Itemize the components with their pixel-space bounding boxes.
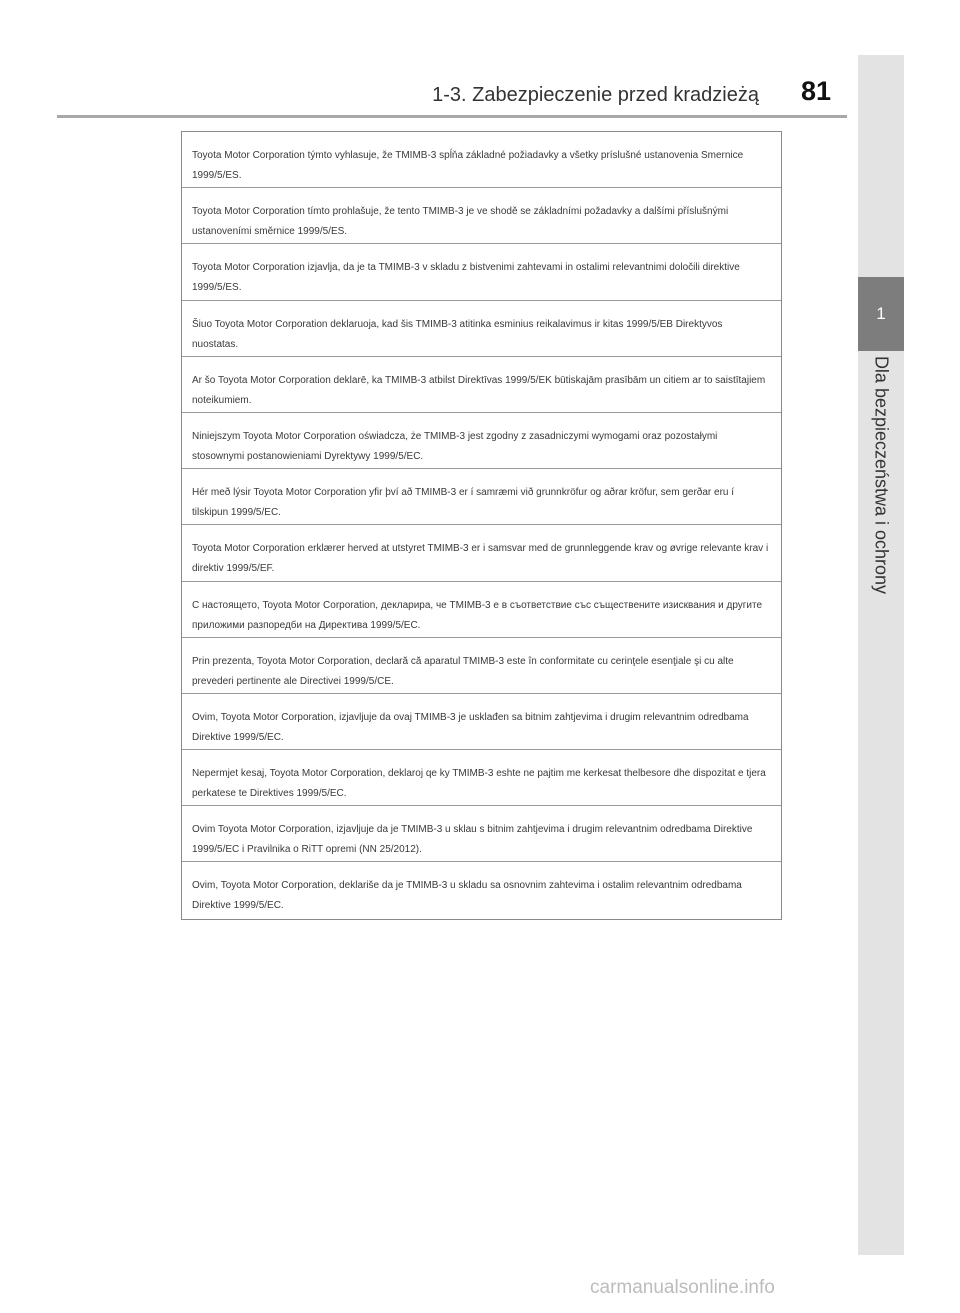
chapter-side-strip [858,55,904,1255]
declarations-table [181,131,782,920]
declaration-row-pl: Niniejszym Toyota Motor Corporation oświadcza, że TMIMB-3 jest zgodny z zasadniczymi wymogami oraz pozostałymi stosownymi postanowieniami Dyrektywy 1999/5/EC. [182,413,781,469]
chapter-tab [858,277,904,351]
chapter-title: Dla bezpieczeństwa i ochrony [871,355,892,595]
declaration-row-cs: Toyota Motor Corporation tímto prohlašuje, že tento TMIMB-3 je ve shodě se základními požadavky a dalšími příslušnými ustanoveními směrnice 1999/5/ES. [182,188,781,244]
declaration-row-is: Hér með lýsir Toyota Motor Corporation yfir því að TMIMB-3 er í samræmi við grunnkröfur og aðrar kröfur, sem gerðar eru í tilskipun 1999/5/EC. [182,469,781,525]
declaration-row-lt: Šiuo Toyota Motor Corporation deklaruoja, kad šis TMIMB-3 atitinka esminius reikalavimus ir kitas 1999/5/EB Direktyvos nuostatas. [182,301,781,357]
declaration-row-no: Toyota Motor Corporation erklærer herved at utstyret TMIMB-3 er i samsvar med de grunnleggende krav og øvrige relevante krav i direktiv 1999/5/EF. [182,525,781,581]
page-header [0,70,843,106]
header-divider [57,115,847,118]
section-title: 1-3. Zabezpieczenie przed kradzieżą [432,84,759,106]
declaration-row-sq: Nepermjet kesaj, Toyota Motor Corporation, deklaroj qe ky TMIMB-3 eshte ne pajtim me kerkesat thelbesore dhe dispozitat e tjera perkatese te Direktives 1999/5/EC. [182,750,781,806]
declaration-row-bs: Ovim, Toyota Motor Corporation, izjavljuje da ovaj TMIMB-3 je usklađen sa bitnim zahtjevima i drugim relevantnim odredbama Direktive 1999/5/EC. [182,694,781,750]
declaration-row-sk: Toyota Motor Corporation týmto vyhlasuje, že TMIMB-3 spĺňa základné požiadavky a všetky príslušné ustanovenia Smernice 1999/5/ES. [182,132,781,188]
chapter-number: 1 [876,304,886,323]
declaration-row-hr: Ovim Toyota Motor Corporation, izjavljuje da je TMIMB-3 u sklau s bitnim zahtjevima i drugim relevantnim odredbama Direktive 1999/5/EC i Pravilnika o RiTT opremi (NN 25/2012). [182,806,781,862]
declaration-row-lv: Ar šo Toyota Motor Corporation deklarē, ka TMIMB-3 atbilst Direktīvas 1999/5/EK būtiskajām prasībām un citiem ar to saistītajiem noteikumiem. [182,357,781,413]
page-number: 81 [800,76,831,106]
declaration-row-bg: С настоящето, Toyota Motor Corporation, декларира, че TMIMB-3 е в съответствие със съществените изисквания и другите приложими разпоредби на Директива 1999/5/EC. [182,582,781,638]
declaration-row-ro: Prin prezenta, Toyota Motor Corporation, declară că aparatul TMIMB-3 este în conformitate cu cerinţele esenţiale şi cu alte prevederi pertinente ale Directivei 1999/5/CE. [182,638,781,694]
declaration-row-sr: Ovim, Toyota Motor Corporation, deklariše da je TMIMB-3 u skladu sa osnovnim zahtevima i ostalim relevantnim odredbama Direktive 1999/5/EC. [192,880,742,912]
watermark: carmanualsonline.info [590,1277,775,1298]
declaration-row-sl: Toyota Motor Corporation izjavlja, da je ta TMIMB-3 v skladu z bistvenimi zahtevami in ostalimi relevantnimi določili direktive 1999/5/ES. [182,244,781,300]
